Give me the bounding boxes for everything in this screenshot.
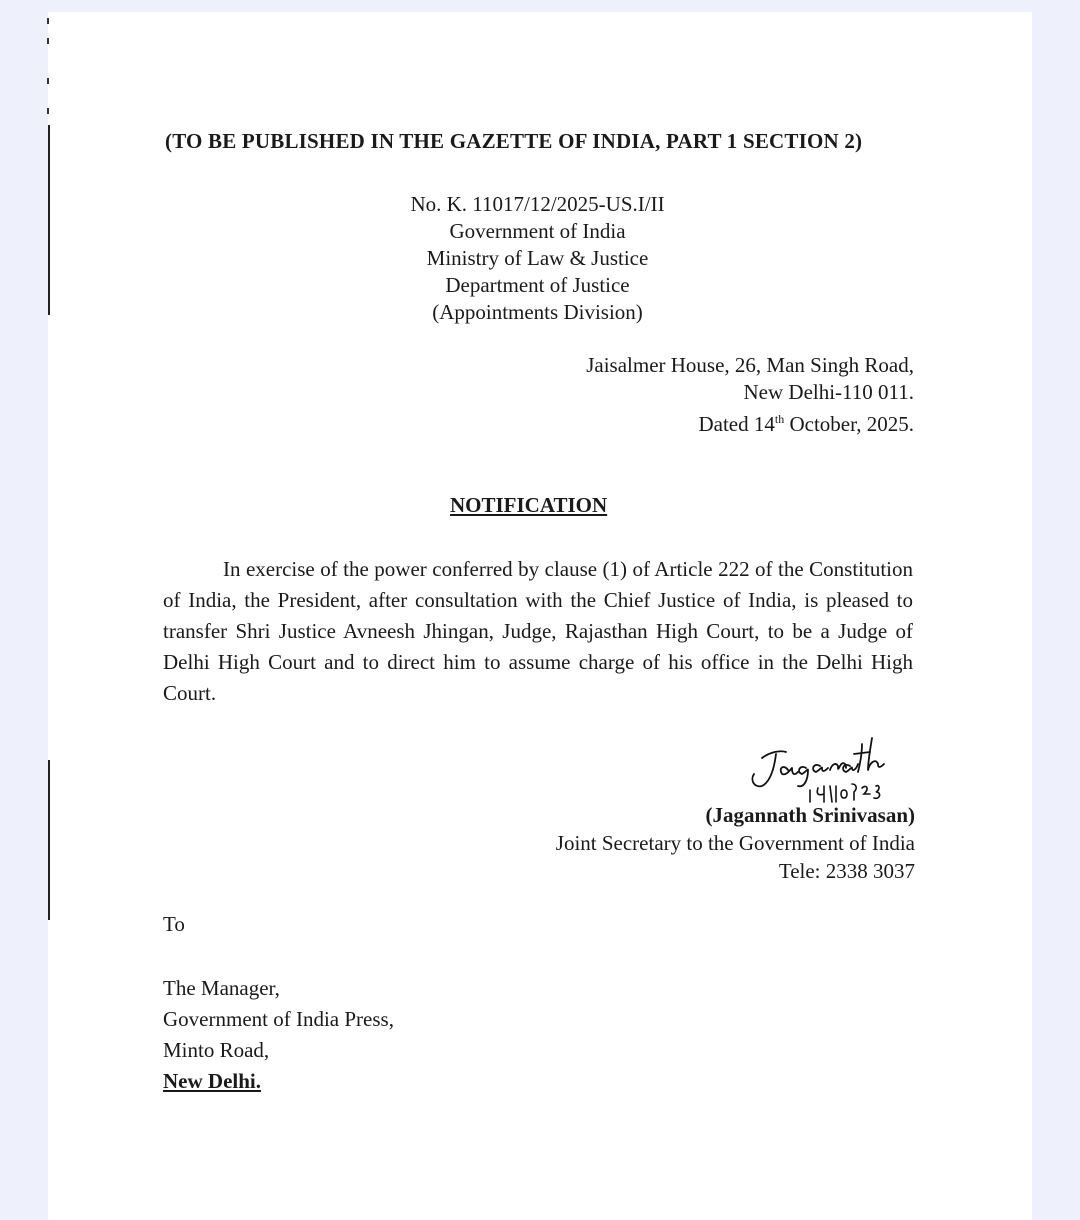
notification-title: NOTIFICATION [450,493,608,517]
address-block [586,352,914,438]
date-prefix: Dated 14 [698,412,775,436]
notification-body: In exercise of the power conferred by clause (1) of Article 222 of the Constitution of India, the President, after consultation with the Chief Justice of India, is pleased to transfer Shri Justice Avneesh Jhingan, Judge, Rajasthan High Court, to be a Judge of Delhi High Court and to direct him to assume charge of his office in the Delhi High Court. [163,557,913,705]
signatory-name: (Jagannath Srinivasan) [705,803,915,827]
document-header [380,191,695,326]
recipient-address [163,973,394,1097]
government-line: Government of India [449,219,626,243]
date-rest: October, 2025. [784,412,914,436]
recipient-city: New Delhi. [163,1069,261,1093]
recipient-line-2: Government of India Press, [163,1007,394,1031]
file-number: No. K. 11017/12/2025-US.I/II [410,192,665,216]
ministry-line: Ministry of Law & Justice [426,246,649,270]
scan-mark [47,18,49,24]
division-line: (Appointments Division) [432,300,643,324]
signatory-phone: Tele: 2338 3037 [778,859,915,883]
scan-edge-line [48,125,50,315]
scan-mark [47,38,49,44]
scan-mark [47,108,49,114]
recipient-line-1: The Manager, [163,976,280,1000]
address-line-1: Jaisalmer House, 26, Man Singh Road, [586,353,914,377]
signatory-designation: Joint Secretary to the Government of India [555,831,915,855]
scan-mark [47,78,49,84]
gazette-heading: (TO BE PUBLISHED IN THE GAZETTE OF INDIA, PART 1 SECTION 2) [165,129,863,153]
date-suffix: th [774,412,785,426]
to-label: To [163,912,185,936]
recipient-line-3: Minto Road, [163,1038,270,1062]
department-line: Department of Justice [445,273,630,297]
signature-block [556,801,915,885]
scan-edge-line [48,760,50,920]
date-line [586,406,914,438]
address-line-2: New Delhi-110 011. [743,380,914,404]
